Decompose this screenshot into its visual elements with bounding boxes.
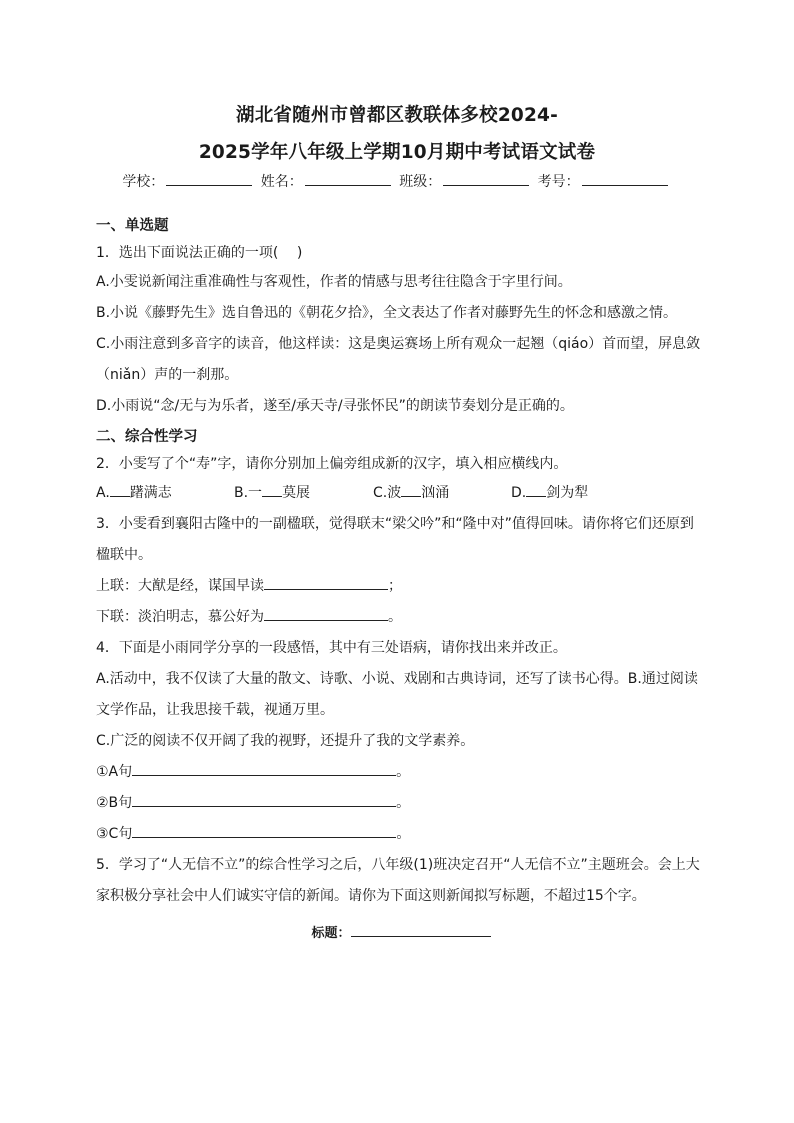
name-label: 姓名： <box>260 174 303 190</box>
school-label: 学校： <box>122 174 165 190</box>
q1-option-a[interactable]: A.小雯说新闻注重准确性与客观性，作者的情感与思考往往隐含于字里行间。 <box>96 274 572 290</box>
student-info-row <box>0 171 794 191</box>
q3-upper-blank[interactable] <box>264 575 388 590</box>
q5-stem: 5．学习了“人无信不立”的综合性学习之后，八年级(1)班决定召开“人无信不立”主题班会。会上大家积极分享社会中人们诚实守信的新闻。请你为下面这则新闻拟写标题，不超过15个字。 <box>96 857 700 904</box>
q2-options <box>96 478 706 509</box>
q2-option-b: B.一 莫展 <box>234 478 373 509</box>
exam-content <box>96 213 706 949</box>
exam-no-blank[interactable] <box>582 173 668 186</box>
q2-stem: 2．小雯写了个“寿”字，请你分别加上偏旁组成新的汉字，填入相应横线内。 <box>96 456 568 472</box>
name-blank[interactable] <box>305 173 391 186</box>
q4-passage-c: C.广泛的阅读不仅开阔了我的视野，还提升了我的文学素养。 <box>96 733 475 749</box>
exam-title-line1: 湖北省随州市曾都区教联体多校2024- <box>236 105 558 126</box>
school-blank[interactable] <box>166 173 252 186</box>
q3-upper-couplet: 上联：大猷是经，谋国早读 ； <box>96 571 706 602</box>
q5-title-line: 标题： <box>96 918 706 949</box>
q2-blank-b[interactable] <box>262 482 282 497</box>
q3-lower-couplet: 下联：淡泊明志，慕公好为 。 <box>96 602 706 633</box>
q4-answer-b-blank[interactable] <box>132 792 396 807</box>
q2-option-d: D. 剑为犁 <box>511 478 588 509</box>
q3-lower-blank[interactable] <box>264 606 388 621</box>
q2-blank-d[interactable] <box>526 482 546 497</box>
q5-title-blank[interactable] <box>351 922 491 937</box>
q4-answer-b: ②B句 。 <box>96 788 706 819</box>
q1-option-d[interactable]: D.小雨说“念/无与为乐者，遂至/承天寺/寻张怀民”的朗读节奏划分是正确的。 <box>96 398 574 414</box>
q4-answer-c-blank[interactable] <box>132 823 396 838</box>
section-heading-single-choice: 一、单选题 <box>96 218 169 234</box>
q2-blank-c[interactable] <box>401 482 421 497</box>
section-heading-comprehensive: 二、综合性学习 <box>96 429 198 445</box>
q4-answer-c: ③C句 。 <box>96 819 706 850</box>
q1-option-c[interactable]: C.小雨注意到多音字的读音，他这样读：这是奥运赛场上所有观众一起翘（qiáo）首而望，屏息敛（niǎn）声的一刹那。 <box>96 336 701 383</box>
q2-option-a: A. 躇满志 <box>96 478 234 509</box>
class-label: 班级： <box>399 174 442 190</box>
q1-stem: 1．选出下面说法正确的一项( ) <box>96 245 303 261</box>
q2-blank-a[interactable] <box>110 482 130 497</box>
q4-stem: 4．下面是小雨同学分享的一段感悟，其中有三处语病，请你找出来并改正。 <box>96 640 567 656</box>
class-blank[interactable] <box>443 173 529 186</box>
q1-option-b[interactable]: B.小说《藤野先生》选自鲁迅的《朝花夕拾》，全文表达了作者对藤野先生的怀念和感激之情。 <box>96 305 678 321</box>
q4-passage-ab: A.活动中，我不仅读了大量的散文、诗歌、小说、戏剧和古典诗词，还写了读书心得。B.通过阅读文学作品，让我思接千载，视通万里。 <box>96 671 698 718</box>
q3-stem: 3．小雯看到襄阳古隆中的一副楹联，觉得联末“梁父吟”和“隆中对”值得回味。请你将它们还原到楹联中。 <box>96 516 694 563</box>
q4-answer-a-blank[interactable] <box>132 761 396 776</box>
q2-option-c: C.波 汹涌 <box>373 478 511 509</box>
exam-no-label: 考号： <box>537 174 580 190</box>
exam-title-line2: 2025学年八年级上学期10月期中考试语文试卷 <box>198 142 596 163</box>
q4-answer-a: ①A句 。 <box>96 757 706 788</box>
